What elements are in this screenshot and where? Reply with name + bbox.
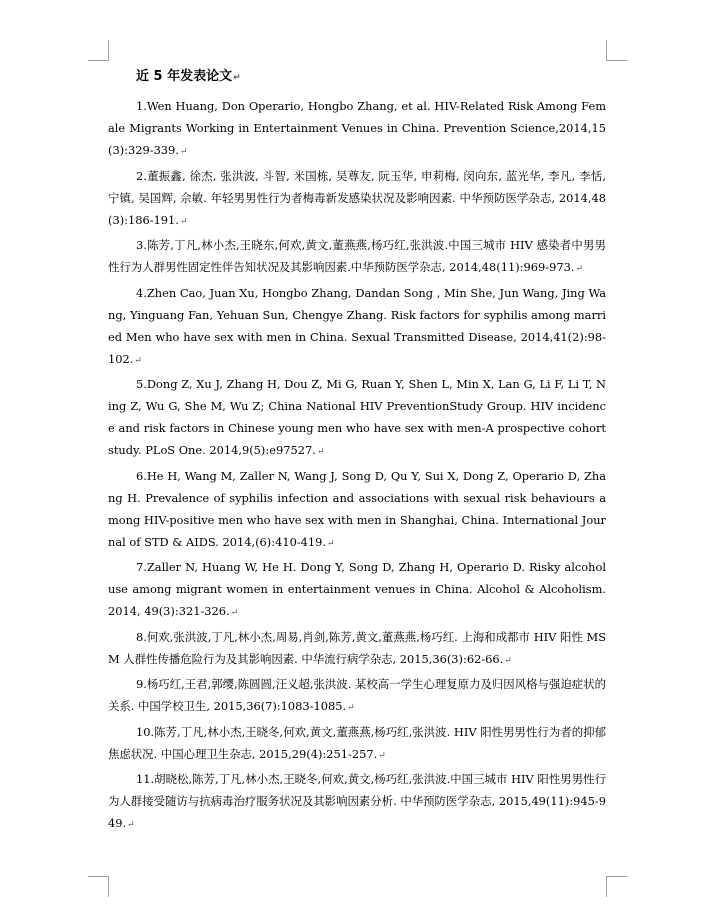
reference-item-2: 2.董振鑫, 徐杰, 张洪波, 斗智, 米国栋, 吴尊友, 阮玉华, 申莉梅, 闵向东, 蓝光华, 李凡, 李恬, 宁镇, 吴国辉, 佘敏. 年轻男男性行为者梅毒新发感染状况及影响因素. 中华预防医学杂志, 2014,48(3):186-191.↵ xyxy=(108,168,606,227)
reference-item-5: 5.Dong Z, Xu J, Zhang H, Dou Z, Mi G, Ruan Y, Shen L, Min X, Lan G, Li F, Li T, Ning Z, Wu G, She M, Wu Z; China National HIV PreventionStudy Group. HIV incidence and risk factors in Chinese young men who have sex with men-A prospective cohort study. PLoS One. 2014,9(5):e97527.↵ xyxy=(108,377,606,457)
crop-mark-bottom-left xyxy=(88,876,109,897)
reference-item-7: 7.Zaller N, Huang W, He H. Dong Y, Song D, Zhang H, Operario D. Risky alcohol use among migrant women in entertainment venues in China. Alcohol & Alcoholism. 2014, 49(3):321-326.↵ xyxy=(108,560,606,618)
reference-item-1: 1.Wen Huang, Don Operario, Hongbo Zhang, et al. HIV-Related Risk Among Female Migrants Working in Entertainment Venues in China. Prevention Science,2014,15(3):329-339.↵ xyxy=(108,99,606,157)
reference-item-6: 6.He H, Wang M, Zaller N, Wang J, Song D, Qu Y, Sui X, Dong Z, Operario D, Zhang H. Prevalence of syphilis infection and associations with sexual risk behaviours among HIV-positive men who have sex with men in Shanghai, China. International Journal of STD & AIDS. 2014,(6):410-419.↵ xyxy=(108,468,606,549)
reference-item-4: 4.Zhen Cao, Juan Xu, Hongbo Zhang, Dandan Song , Min She, Jun Wang, Jing Wang, Yinguang Fan, Yehuan Sun, Chengye Zhang. Risk factors for syphilis among married Men who have sex with men in China. Sexual Transmitted Disease, 2014,41(2):98-102.↵ xyxy=(108,285,606,366)
reference-item-9: 9.杨巧红,王君,郭缨,陈圆圆,汪义超,张洪波. 某校高一学生心理复原力及归因风格与强迫症状的关系. 中国学校卫生, 2015,36(7):1083-1085.↵ xyxy=(108,677,606,713)
crop-mark-top-left xyxy=(88,40,109,61)
crop-mark-top-right xyxy=(606,40,627,61)
reference-item-11: 11.胡晓松,陈芳,丁凡,林小杰,王晓冬,何欢,黄文,杨巧红,张洪波.中国三城市 HIV 阳性男男性行为人群接受随访与抗病毒治疗服务状况及其影响因素分析. 中华预防医学杂志, 2015,49(11):945-949.↵ xyxy=(108,772,606,830)
document-body[interactable] xyxy=(108,66,606,838)
reference-item-3: 3.陈芳,丁凡,林小杰,王晓东,何欢,黄文,董燕燕,杨巧红,张洪波.中国三城市 HIV 感染者中男男性行为人群男性固定性伴告知状况及其影响因素.中华预防医学杂志, 2014,48(11):969-973.↵ xyxy=(108,238,606,274)
reference-item-8: 8.何欢,张洪波,丁凡,林小杰,周易,肖剑,陈芳,黄文,董燕燕,杨巧红. 上海和成都市 HIV 阳性 MSM 人群性传播危险行为及其影响因素. 中华流行病学杂志, 2015,36(3):62-66.↵ xyxy=(108,629,606,666)
section-heading: 近 5 年发表论文↵ xyxy=(136,69,241,84)
crop-mark-bottom-right xyxy=(606,876,627,897)
reference-item-10: 10.陈芳,丁凡,林小杰,王晓冬,何欢,黄文,董燕燕,杨巧红,张洪波. HIV 阳性男男性行为者的抑郁焦虑状况. 中国心理卫生杂志, 2015,29(4):251-257.↵ xyxy=(108,724,606,761)
